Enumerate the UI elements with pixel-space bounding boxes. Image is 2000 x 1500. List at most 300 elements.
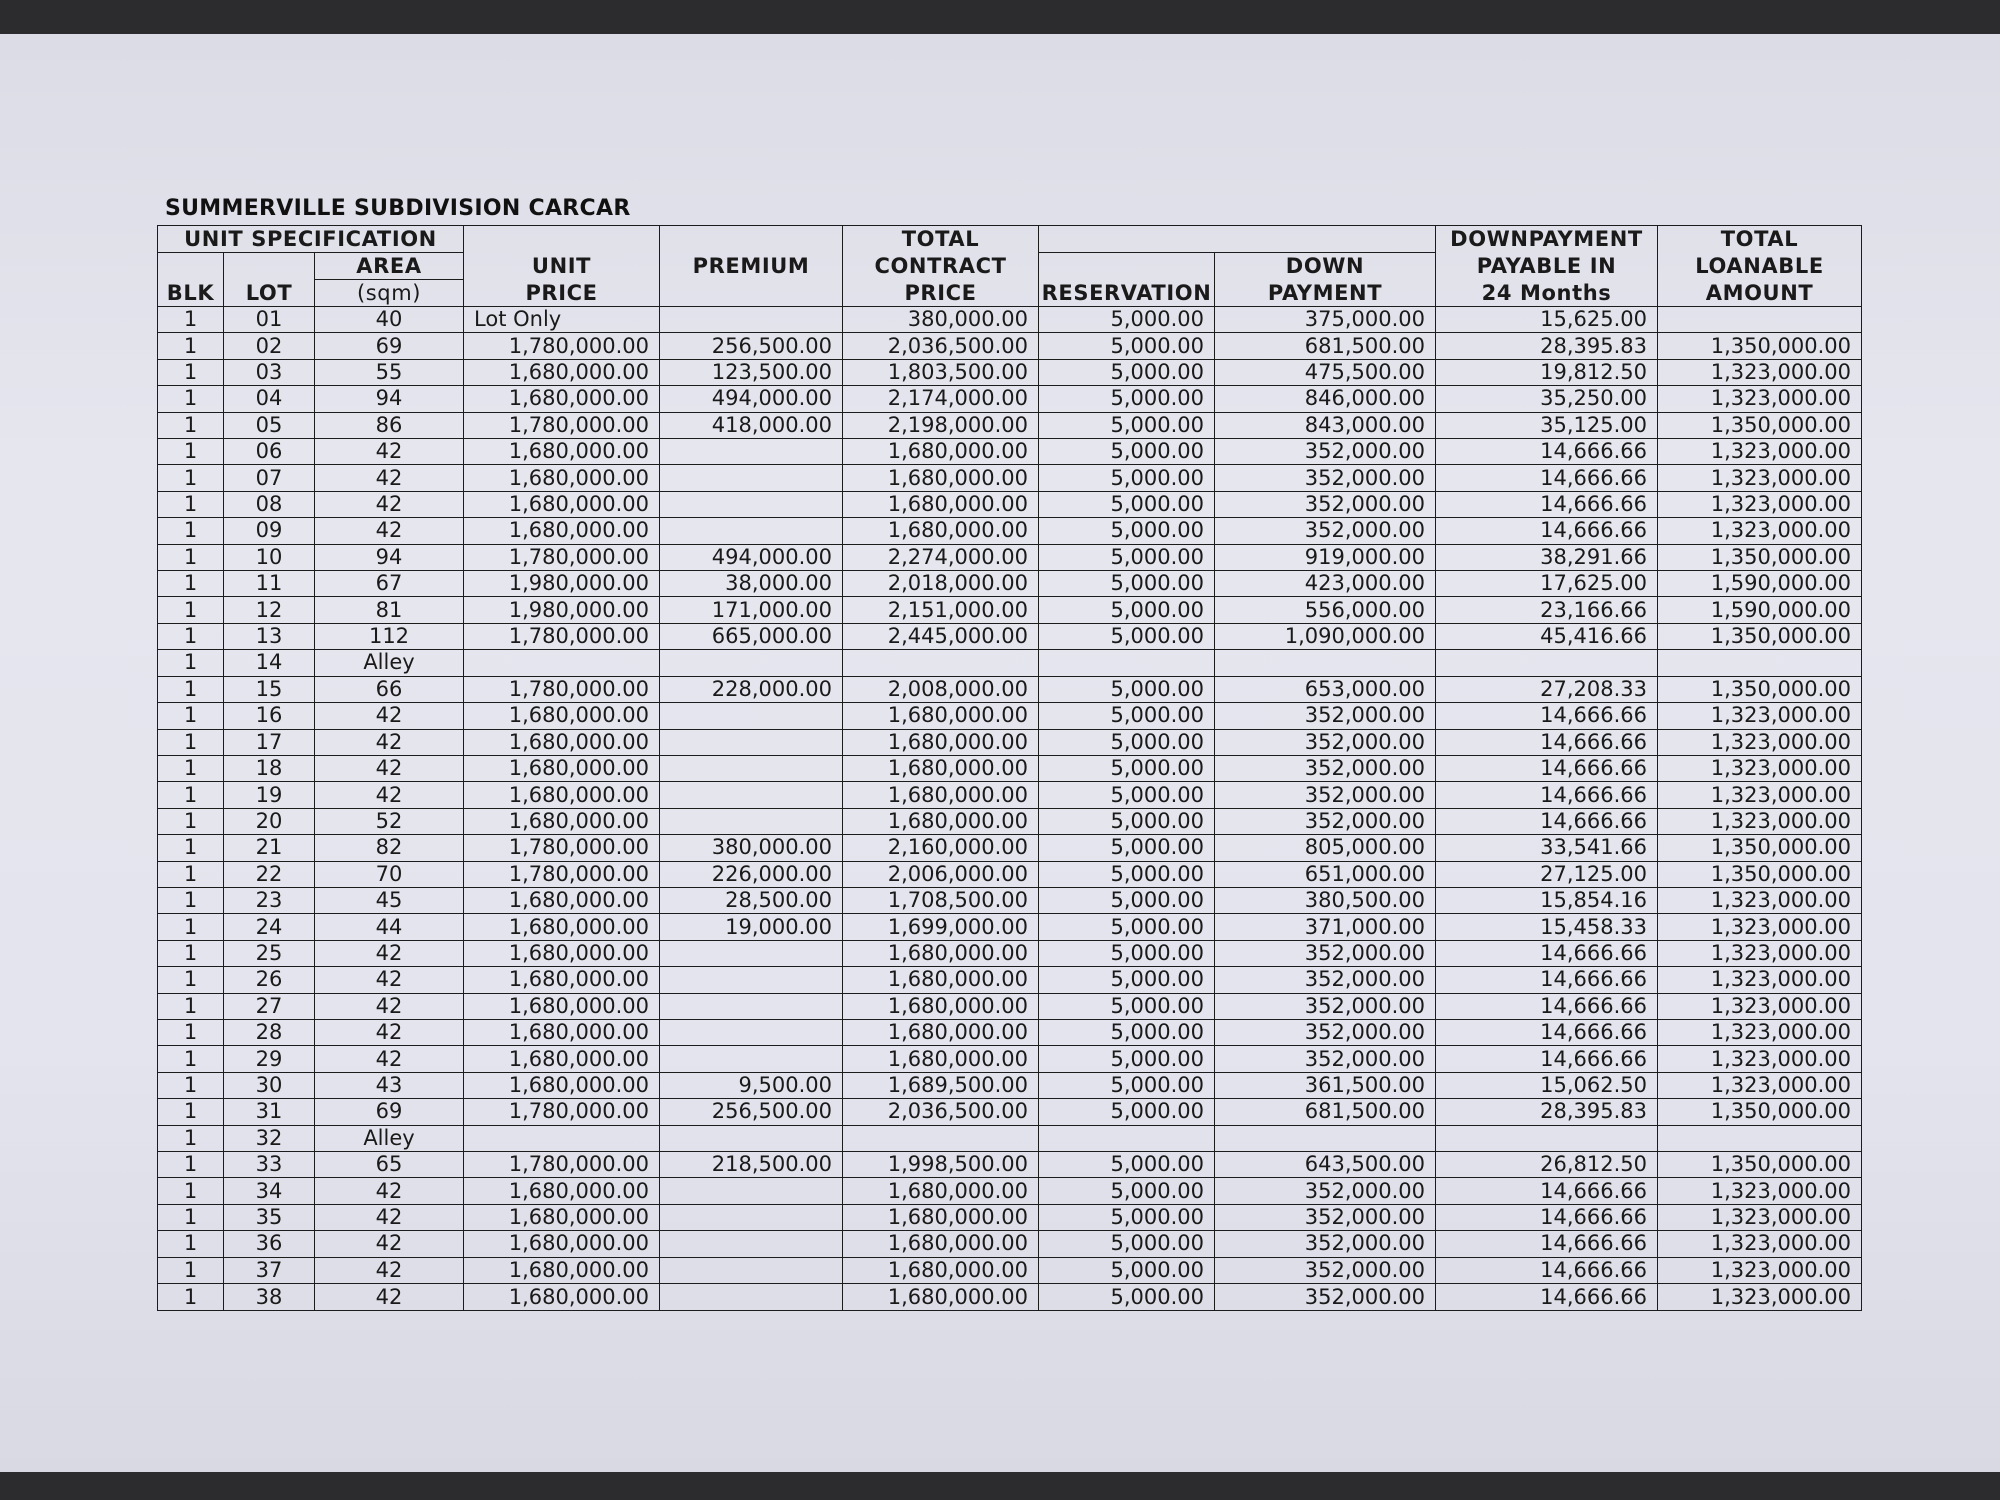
table-row <box>158 307 1862 333</box>
down-payment-cell: 846,000.00 <box>1215 386 1436 412</box>
premium-cell: 228,000.00 <box>660 676 843 702</box>
reservation-cell: 5,000.00 <box>1039 1257 1215 1283</box>
total-contract-price-cell: 1,680,000.00 <box>843 703 1039 729</box>
table-row <box>158 887 1862 913</box>
down-payment-cell: 352,000.00 <box>1215 782 1436 808</box>
total-loanable-amount-cell: 1,323,000.00 <box>1658 518 1862 544</box>
down-payment-cell: 371,000.00 <box>1215 914 1436 940</box>
table-row <box>158 518 1862 544</box>
total-loanable-amount-cell: 1,323,000.00 <box>1658 914 1862 940</box>
premium-cell <box>660 703 843 729</box>
downpayment-24-months-cell: 14,666.66 <box>1436 1204 1658 1230</box>
premium-cell <box>660 1231 843 1257</box>
blk-cell: 1 <box>158 967 224 993</box>
table-row <box>158 571 1862 597</box>
table-row <box>158 1072 1862 1098</box>
down-payment-cell: 352,000.00 <box>1215 729 1436 755</box>
table-row <box>158 333 1862 359</box>
area-cell: 112 <box>315 623 464 649</box>
table-row <box>158 676 1862 702</box>
total-contract-price-cell: 1,680,000.00 <box>843 729 1039 755</box>
total-contract-price-cell: 1,680,000.00 <box>843 1046 1039 1072</box>
premium-cell <box>660 782 843 808</box>
total-loanable-amount-cell: 1,323,000.00 <box>1658 491 1862 517</box>
down-payment-cell: 361,500.00 <box>1215 1072 1436 1098</box>
table-row <box>158 386 1862 412</box>
down-payment-cell: 352,000.00 <box>1215 1019 1436 1045</box>
total-contract-price-cell: 2,160,000.00 <box>843 835 1039 861</box>
total-loanable-amount-cell: 1,323,000.00 <box>1658 967 1862 993</box>
premium-cell: 19,000.00 <box>660 914 843 940</box>
area-cell: 42 <box>315 1178 464 1204</box>
unit-price-cell: 1,680,000.00 <box>464 1257 660 1283</box>
blk-cell: 1 <box>158 1152 224 1178</box>
table-row <box>158 650 1862 676</box>
total-contract-price-cell: 2,151,000.00 <box>843 597 1039 623</box>
unit-price-cell: 1,780,000.00 <box>464 333 660 359</box>
area-cell: 67 <box>315 571 464 597</box>
table-row <box>158 835 1862 861</box>
lot-cell: 29 <box>224 1046 315 1072</box>
area-cell: 42 <box>315 439 464 465</box>
reservation-cell: 5,000.00 <box>1039 808 1215 834</box>
lot-cell: 28 <box>224 1019 315 1045</box>
premium-cell <box>660 808 843 834</box>
blk-cell: 1 <box>158 623 224 649</box>
table-row <box>158 1125 1862 1151</box>
blk-cell: 1 <box>158 729 224 755</box>
area-cell: 42 <box>315 993 464 1019</box>
table-row <box>158 782 1862 808</box>
unit-price-cell: 1,680,000.00 <box>464 729 660 755</box>
downpayment-24-months-cell: 15,854.16 <box>1436 887 1658 913</box>
table-row <box>158 808 1862 834</box>
reservation-cell: 5,000.00 <box>1039 1099 1215 1125</box>
total-loanable-amount-cell: 1,323,000.00 <box>1658 808 1862 834</box>
area-cell: 42 <box>315 729 464 755</box>
reservation-header: RESERVATION <box>1039 253 1215 307</box>
downpayment-24-months-cell: 26,812.50 <box>1436 1152 1658 1178</box>
total-loanable-amount-cell: 1,590,000.00 <box>1658 597 1862 623</box>
down-payment-cell: 352,000.00 <box>1215 1231 1436 1257</box>
lot-cell: 16 <box>224 703 315 729</box>
dp24-header-line1: DOWNPAYMENT <box>1450 226 1643 251</box>
unit-price-cell: 1,680,000.00 <box>464 1019 660 1045</box>
total-loanable-amount-cell <box>1658 1125 1862 1151</box>
premium-cell: 665,000.00 <box>660 623 843 649</box>
down-payment-cell: 352,000.00 <box>1215 491 1436 517</box>
reservation-cell: 5,000.00 <box>1039 1178 1215 1204</box>
premium-cell <box>660 1125 843 1151</box>
premium-cell <box>660 650 843 676</box>
total-loanable-amount-cell: 1,323,000.00 <box>1658 439 1862 465</box>
table-row <box>158 1046 1862 1072</box>
total-contract-price-cell: 380,000.00 <box>843 307 1039 333</box>
blk-cell: 1 <box>158 465 224 491</box>
unit-price-cell: 1,680,000.00 <box>464 465 660 491</box>
area-cell: 86 <box>315 412 464 438</box>
premium-cell: 123,500.00 <box>660 359 843 385</box>
premium-cell: 256,500.00 <box>660 333 843 359</box>
down-payment-cell: 1,090,000.00 <box>1215 623 1436 649</box>
premium-cell: 171,000.00 <box>660 597 843 623</box>
reservation-cell: 5,000.00 <box>1039 861 1215 887</box>
area-cell: 66 <box>315 676 464 702</box>
table-row <box>158 1231 1862 1257</box>
down-payment-header-line1: DOWN <box>1285 254 1365 278</box>
tcp-header-line1: TOTAL <box>901 226 980 251</box>
total-loanable-amount-cell: 1,323,000.00 <box>1658 782 1862 808</box>
dp24-header-line2: PAYABLE IN <box>1476 253 1617 278</box>
blk-cell: 1 <box>158 650 224 676</box>
payment-group-header <box>1039 226 1436 253</box>
downpayment-24-months-header <box>1436 226 1658 307</box>
blk-cell: 1 <box>158 412 224 438</box>
document-title: SUMMERVILLE SUBDIVISION CARCAR <box>165 196 631 221</box>
premium-cell <box>660 439 843 465</box>
premium-cell: 494,000.00 <box>660 386 843 412</box>
lot-cell: 15 <box>224 676 315 702</box>
area-cell: 42 <box>315 940 464 966</box>
downpayment-24-months-cell: 14,666.66 <box>1436 808 1658 834</box>
lot-cell: 26 <box>224 967 315 993</box>
unit-price-cell: 1,780,000.00 <box>464 1099 660 1125</box>
unit-price-cell: 1,680,000.00 <box>464 940 660 966</box>
total-contract-price-cell: 1,680,000.00 <box>843 518 1039 544</box>
lot-cell: 12 <box>224 597 315 623</box>
total-contract-price-cell: 1,680,000.00 <box>843 993 1039 1019</box>
total-contract-price-cell: 1,680,000.00 <box>843 1284 1039 1311</box>
unit-price-cell: Lot Only <box>464 307 660 333</box>
blk-cell: 1 <box>158 1099 224 1125</box>
total-loanable-amount-cell: 1,350,000.00 <box>1658 544 1862 570</box>
lot-cell: 19 <box>224 782 315 808</box>
area-unit-header: (sqm) <box>315 280 464 307</box>
total-contract-price-cell: 2,174,000.00 <box>843 386 1039 412</box>
lot-cell: 08 <box>224 491 315 517</box>
down-payment-cell: 352,000.00 <box>1215 1046 1436 1072</box>
down-payment-cell: 352,000.00 <box>1215 940 1436 966</box>
downpayment-24-months-cell: 45,416.66 <box>1436 623 1658 649</box>
total-loanable-amount-cell: 1,323,000.00 <box>1658 887 1862 913</box>
downpayment-24-months-cell: 14,666.66 <box>1436 1019 1658 1045</box>
unit-price-cell: 1,680,000.00 <box>464 386 660 412</box>
lot-cell: 31 <box>224 1099 315 1125</box>
table-row <box>158 1204 1862 1230</box>
total-loanable-amount-cell: 1,350,000.00 <box>1658 861 1862 887</box>
total-contract-price-cell: 2,036,500.00 <box>843 333 1039 359</box>
lot-cell: 17 <box>224 729 315 755</box>
downpayment-24-months-cell: 14,666.66 <box>1436 1284 1658 1311</box>
unit-price-cell: 1,780,000.00 <box>464 623 660 649</box>
premium-cell <box>660 1046 843 1072</box>
area-cell: 40 <box>315 307 464 333</box>
reservation-cell: 5,000.00 <box>1039 518 1215 544</box>
total-loanable-amount-cell: 1,323,000.00 <box>1658 1046 1862 1072</box>
down-payment-cell <box>1215 1125 1436 1151</box>
lot-cell: 20 <box>224 808 315 834</box>
downpayment-24-months-cell: 14,666.66 <box>1436 993 1658 1019</box>
total-loanable-amount-cell: 1,350,000.00 <box>1658 623 1862 649</box>
total-loanable-amount-header <box>1658 226 1862 307</box>
blk-cell: 1 <box>158 1178 224 1204</box>
down-payment-cell: 919,000.00 <box>1215 544 1436 570</box>
reservation-cell: 5,000.00 <box>1039 993 1215 1019</box>
reservation-cell: 5,000.00 <box>1039 544 1215 570</box>
reservation-cell: 5,000.00 <box>1039 940 1215 966</box>
reservation-cell: 5,000.00 <box>1039 967 1215 993</box>
lot-cell: 18 <box>224 755 315 781</box>
unit-price-cell: 1,680,000.00 <box>464 1284 660 1311</box>
down-payment-cell: 475,500.00 <box>1215 359 1436 385</box>
lot-cell: 13 <box>224 623 315 649</box>
down-payment-cell: 556,000.00 <box>1215 597 1436 623</box>
area-cell: 43 <box>315 1072 464 1098</box>
downpayment-24-months-cell: 14,666.66 <box>1436 729 1658 755</box>
total-loanable-amount-cell: 1,323,000.00 <box>1658 1284 1862 1311</box>
area-cell: 42 <box>315 703 464 729</box>
downpayment-24-months-cell: 28,395.83 <box>1436 333 1658 359</box>
total-loanable-amount-cell: 1,323,000.00 <box>1658 386 1862 412</box>
premium-cell <box>660 1019 843 1045</box>
table-row <box>158 465 1862 491</box>
reservation-cell: 5,000.00 <box>1039 835 1215 861</box>
downpayment-24-months-cell: 19,812.50 <box>1436 359 1658 385</box>
total-contract-price-cell: 2,006,000.00 <box>843 861 1039 887</box>
premium-cell: 38,000.00 <box>660 571 843 597</box>
downpayment-24-months-cell: 27,125.00 <box>1436 861 1658 887</box>
unit-price-cell: 1,680,000.00 <box>464 1072 660 1098</box>
area-cell: 42 <box>315 1284 464 1311</box>
premium-cell: 256,500.00 <box>660 1099 843 1125</box>
reservation-cell: 5,000.00 <box>1039 571 1215 597</box>
reservation-cell: 5,000.00 <box>1039 1284 1215 1311</box>
blk-cell: 1 <box>158 571 224 597</box>
area-header: AREA <box>315 253 464 280</box>
unit-price-cell: 1,680,000.00 <box>464 967 660 993</box>
total-contract-price-cell <box>843 650 1039 676</box>
table-row <box>158 703 1862 729</box>
unit-price-cell: 1,780,000.00 <box>464 835 660 861</box>
blk-cell: 1 <box>158 597 224 623</box>
total-loanable-amount-cell: 1,350,000.00 <box>1658 835 1862 861</box>
table-row <box>158 1257 1862 1283</box>
lot-cell: 35 <box>224 1204 315 1230</box>
lot-cell: 23 <box>224 887 315 913</box>
table-row <box>158 1099 1862 1125</box>
downpayment-24-months-cell: 14,666.66 <box>1436 1257 1658 1283</box>
premium-cell: 218,500.00 <box>660 1152 843 1178</box>
blk-cell: 1 <box>158 1284 224 1311</box>
table-row <box>158 544 1862 570</box>
total-loanable-amount-cell <box>1658 307 1862 333</box>
table-row <box>158 940 1862 966</box>
table-row <box>158 491 1862 517</box>
downpayment-24-months-cell: 17,625.00 <box>1436 571 1658 597</box>
area-cell: 69 <box>315 1099 464 1125</box>
reservation-cell: 5,000.00 <box>1039 1046 1215 1072</box>
unit-price-cell: 1,680,000.00 <box>464 439 660 465</box>
area-cell: 42 <box>315 491 464 517</box>
total-contract-price-cell: 2,008,000.00 <box>843 676 1039 702</box>
lot-cell: 06 <box>224 439 315 465</box>
lot-cell: 10 <box>224 544 315 570</box>
area-cell: 82 <box>315 835 464 861</box>
unit-price-cell: 1,780,000.00 <box>464 412 660 438</box>
down-payment-header-line2: PAYMENT <box>1267 281 1383 305</box>
premium-cell: 494,000.00 <box>660 544 843 570</box>
premium-cell <box>660 993 843 1019</box>
total-loanable-amount-cell: 1,590,000.00 <box>1658 571 1862 597</box>
area-cell: 94 <box>315 544 464 570</box>
dp24-header-line3: 24 Months <box>1481 280 1612 305</box>
total-contract-price-cell: 2,445,000.00 <box>843 623 1039 649</box>
area-cell: 42 <box>315 1257 464 1283</box>
total-contract-price-cell: 1,699,000.00 <box>843 914 1039 940</box>
down-payment-cell: 643,500.00 <box>1215 1152 1436 1178</box>
reservation-cell: 5,000.00 <box>1039 887 1215 913</box>
unit-price-cell: 1,780,000.00 <box>464 676 660 702</box>
total-contract-price-cell: 1,680,000.00 <box>843 967 1039 993</box>
downpayment-24-months-cell: 14,666.66 <box>1436 967 1658 993</box>
table-row <box>158 1178 1862 1204</box>
area-cell: 81 <box>315 597 464 623</box>
down-payment-cell: 352,000.00 <box>1215 755 1436 781</box>
downpayment-24-months-cell: 14,666.66 <box>1436 1178 1658 1204</box>
total-contract-price-cell <box>843 1125 1039 1151</box>
downpayment-24-months-cell: 14,666.66 <box>1436 439 1658 465</box>
total-loanable-amount-cell: 1,323,000.00 <box>1658 729 1862 755</box>
downpayment-24-months-cell <box>1436 650 1658 676</box>
lot-cell: 14 <box>224 650 315 676</box>
total-contract-price-cell: 1,680,000.00 <box>843 439 1039 465</box>
area-cell: 44 <box>315 914 464 940</box>
downpayment-24-months-cell: 14,666.66 <box>1436 1046 1658 1072</box>
premium-cell: 28,500.00 <box>660 887 843 913</box>
total-loanable-amount-cell: 1,323,000.00 <box>1658 465 1862 491</box>
down-payment-cell: 352,000.00 <box>1215 439 1436 465</box>
total-loanable-amount-cell: 1,350,000.00 <box>1658 333 1862 359</box>
premium-cell <box>660 729 843 755</box>
area-cell: 42 <box>315 1204 464 1230</box>
reservation-cell <box>1039 650 1215 676</box>
area-cell: 42 <box>315 1046 464 1072</box>
lot-cell: 04 <box>224 386 315 412</box>
unit-price-cell: 1,680,000.00 <box>464 782 660 808</box>
blk-cell: 1 <box>158 703 224 729</box>
premium-cell <box>660 307 843 333</box>
total-contract-price-cell: 1,680,000.00 <box>843 755 1039 781</box>
unit-price-header-line1: UNIT <box>531 254 592 278</box>
lot-cell: 22 <box>224 861 315 887</box>
unit-price-cell: 1,980,000.00 <box>464 597 660 623</box>
total-contract-price-cell: 1,680,000.00 <box>843 1257 1039 1283</box>
area-cell: 65 <box>315 1152 464 1178</box>
downpayment-24-months-cell: 14,666.66 <box>1436 491 1658 517</box>
reservation-cell <box>1039 1125 1215 1151</box>
lot-cell: 11 <box>224 571 315 597</box>
blk-cell: 1 <box>158 359 224 385</box>
blk-cell: 1 <box>158 1125 224 1151</box>
reservation-cell: 5,000.00 <box>1039 1231 1215 1257</box>
downpayment-24-months-cell: 14,666.66 <box>1436 782 1658 808</box>
blk-cell: 1 <box>158 518 224 544</box>
blk-cell: 1 <box>158 887 224 913</box>
table-row <box>158 412 1862 438</box>
premium-cell <box>660 967 843 993</box>
downpayment-24-months-cell: 14,666.66 <box>1436 940 1658 966</box>
table-row <box>158 1284 1862 1311</box>
table-row <box>158 623 1862 649</box>
downpayment-24-months-cell: 14,666.66 <box>1436 703 1658 729</box>
lot-cell: 24 <box>224 914 315 940</box>
down-payment-cell: 352,000.00 <box>1215 993 1436 1019</box>
area-cell: Alley <box>315 1125 464 1151</box>
blk-cell: 1 <box>158 439 224 465</box>
reservation-cell: 5,000.00 <box>1039 729 1215 755</box>
lot-cell: 05 <box>224 412 315 438</box>
downpayment-24-months-cell: 23,166.66 <box>1436 597 1658 623</box>
downpayment-24-months-cell: 33,541.66 <box>1436 835 1658 861</box>
lot-cell: 36 <box>224 1231 315 1257</box>
reservation-cell: 5,000.00 <box>1039 676 1215 702</box>
reservation-cell: 5,000.00 <box>1039 1152 1215 1178</box>
area-cell: 94 <box>315 386 464 412</box>
unit-price-cell <box>464 1125 660 1151</box>
blk-cell: 1 <box>158 1072 224 1098</box>
total-contract-price-cell: 2,036,500.00 <box>843 1099 1039 1125</box>
table-row <box>158 967 1862 993</box>
total-contract-price-cell: 1,680,000.00 <box>843 782 1039 808</box>
reservation-cell: 5,000.00 <box>1039 359 1215 385</box>
blk-cell: 1 <box>158 993 224 1019</box>
premium-cell: 418,000.00 <box>660 412 843 438</box>
unit-price-cell: 1,680,000.00 <box>464 359 660 385</box>
blk-cell: 1 <box>158 491 224 517</box>
table-row <box>158 755 1862 781</box>
lot-cell: 09 <box>224 518 315 544</box>
reservation-cell: 5,000.00 <box>1039 782 1215 808</box>
table-row <box>158 861 1862 887</box>
reservation-cell: 5,000.00 <box>1039 623 1215 649</box>
lot-cell: 30 <box>224 1072 315 1098</box>
down-payment-cell: 380,500.00 <box>1215 887 1436 913</box>
down-payment-cell <box>1215 650 1436 676</box>
blk-cell: 1 <box>158 1257 224 1283</box>
down-payment-cell: 352,000.00 <box>1215 808 1436 834</box>
area-cell: 42 <box>315 1019 464 1045</box>
down-payment-cell: 653,000.00 <box>1215 676 1436 702</box>
area-cell: 52 <box>315 808 464 834</box>
blk-cell: 1 <box>158 808 224 834</box>
unit-price-cell <box>464 650 660 676</box>
tcp-header-line3: PRICE <box>904 280 977 305</box>
total-loanable-amount-cell: 1,323,000.00 <box>1658 1178 1862 1204</box>
total-loanable-amount-cell: 1,350,000.00 <box>1658 1152 1862 1178</box>
downpayment-24-months-cell: 14,666.66 <box>1436 465 1658 491</box>
downpayment-24-months-cell: 27,208.33 <box>1436 676 1658 702</box>
table-body <box>158 307 1862 1311</box>
premium-cell <box>660 518 843 544</box>
blk-cell: 1 <box>158 835 224 861</box>
unit-price-cell: 1,780,000.00 <box>464 544 660 570</box>
reservation-cell: 5,000.00 <box>1039 1204 1215 1230</box>
lot-cell: 03 <box>224 359 315 385</box>
blk-cell: 1 <box>158 861 224 887</box>
down-payment-cell: 651,000.00 <box>1215 861 1436 887</box>
premium-cell <box>660 465 843 491</box>
downpayment-24-months-cell: 15,625.00 <box>1436 307 1658 333</box>
